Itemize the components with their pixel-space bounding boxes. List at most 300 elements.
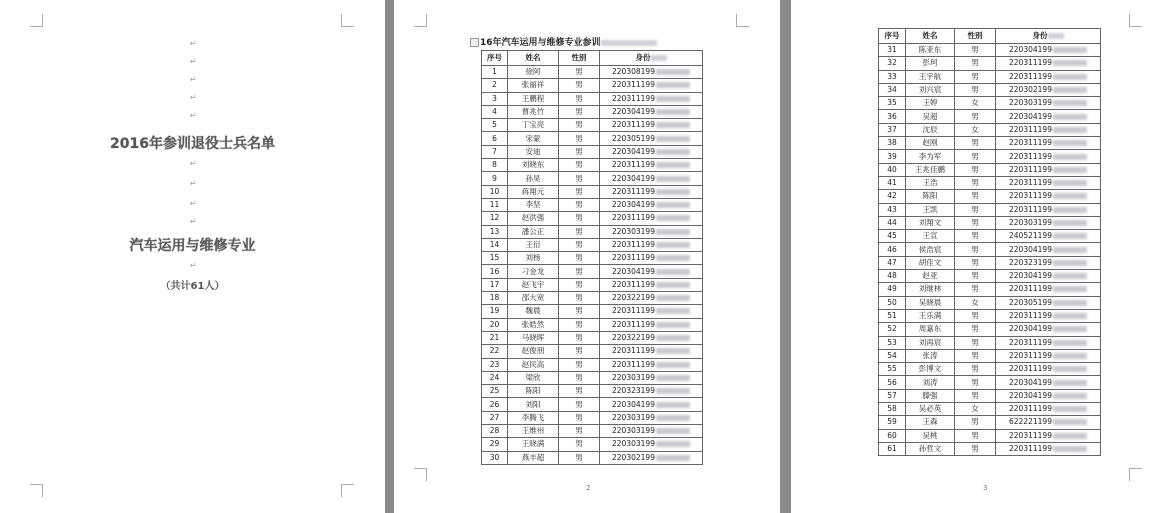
crop-mark [341, 484, 354, 497]
cell-id [996, 389, 1101, 402]
cell-gender: 男 [955, 216, 996, 229]
cell-id [600, 92, 703, 105]
cell-name: 王宇航 [906, 70, 955, 83]
cell-gender: 男 [955, 57, 996, 70]
header-gender: 性别 [559, 51, 600, 66]
table-row [482, 292, 703, 305]
redacted-text [1053, 60, 1087, 66]
cell-gender: 男 [955, 70, 996, 83]
cell-id [600, 318, 703, 331]
cell-no: 57 [879, 389, 906, 402]
redacted-text [656, 295, 690, 301]
table-row [879, 44, 1101, 57]
table-row [879, 256, 1101, 269]
cell-no: 51 [879, 309, 906, 322]
cover-count: （共计61人） [160, 281, 225, 292]
cell-gender: 男 [955, 416, 996, 429]
table-row [879, 163, 1101, 176]
cell-no: 44 [879, 216, 906, 229]
cell-id [600, 331, 703, 344]
cell-no: 16 [482, 265, 508, 278]
table-row [879, 97, 1101, 110]
cell-name: 张皓然 [508, 318, 559, 331]
table-row [482, 119, 703, 132]
cell-no: 55 [879, 363, 906, 376]
redacted-text [656, 282, 690, 288]
cell-gender: 男 [559, 252, 600, 265]
cell-name: 王维州 [508, 425, 559, 438]
cell-id-visible: 220323199 [612, 386, 655, 396]
redacted-text [656, 308, 690, 314]
cell-id [996, 416, 1101, 429]
cell-id [996, 190, 1101, 203]
redacted-text [1053, 300, 1087, 306]
cell-id-visible: 220311199 [1009, 404, 1052, 414]
redacted-text [1053, 233, 1087, 239]
cell-id-visible: 220308199 [612, 67, 655, 77]
cell-id [996, 429, 1101, 442]
cell-no: 34 [879, 83, 906, 96]
cell-no: 18 [482, 292, 508, 305]
redacted-text [656, 96, 690, 102]
redacted-text [656, 415, 690, 421]
cell-gender: 男 [559, 345, 600, 358]
cell-id-visible: 220304199 [1009, 111, 1052, 121]
cell-gender: 男 [559, 225, 600, 238]
cell-id [996, 363, 1101, 376]
cell-gender: 男 [955, 363, 996, 376]
redacted-text [1053, 127, 1087, 133]
table-row [482, 132, 703, 145]
cell-id-visible: 220304199 [1009, 390, 1052, 400]
cell-name: 刘涛 [906, 376, 955, 389]
cell-name: 张丽祥 [508, 79, 559, 92]
cell-gender: 男 [955, 323, 996, 336]
cell-id-visible: 240521199 [1009, 231, 1052, 241]
cell-id [996, 256, 1101, 269]
cell-name: 燕丰超 [508, 451, 559, 464]
cell-no: 22 [482, 345, 508, 358]
cell-id [996, 83, 1101, 96]
cell-id-visible: 220303199 [612, 226, 655, 236]
cell-name: 徐阿 [508, 66, 559, 79]
cell-id [996, 150, 1101, 163]
redacted-text [656, 348, 690, 354]
redacted-text [1053, 273, 1087, 279]
cell-id-visible: 220303199 [612, 439, 655, 449]
cell-id-visible: 220311199 [1009, 58, 1052, 68]
redacted-text [656, 402, 690, 408]
cell-no: 14 [482, 238, 508, 251]
cell-no: 26 [482, 398, 508, 411]
redacted-text [656, 441, 690, 447]
cell-gender: 男 [955, 150, 996, 163]
cell-name: 刘阳 [508, 398, 559, 411]
table-row [879, 110, 1101, 123]
redacted-text [1053, 114, 1087, 120]
redacted-text [1053, 419, 1087, 425]
redacted-text [656, 322, 690, 328]
cell-name: 赵洪强 [508, 212, 559, 225]
cell-gender: 男 [559, 438, 600, 451]
cell-id [600, 119, 703, 132]
cell-id-visible: 220304199 [612, 146, 655, 156]
table-row [482, 451, 703, 464]
table-row [482, 252, 703, 265]
cell-id-visible: 220311199 [1009, 178, 1052, 188]
header-no: 序号 [879, 29, 906, 44]
cell-id-visible: 220311199 [612, 346, 655, 356]
cell-name: 张涛 [906, 349, 955, 362]
cell-gender: 女 [955, 296, 996, 309]
cell-no: 60 [879, 429, 906, 442]
cell-name: 王晓满 [508, 438, 559, 451]
redacted-text [656, 215, 690, 221]
cell-gender: 男 [955, 243, 996, 256]
cell-id-visible: 220311199 [612, 240, 655, 249]
table-row [879, 416, 1101, 429]
redacted-text [1053, 140, 1087, 146]
cell-name: 马晓晖 [508, 331, 559, 344]
cell-gender: 男 [559, 305, 600, 318]
redacted-text [656, 136, 690, 142]
cell-name: 王婷 [906, 97, 955, 110]
paragraph-mark: ↵ [190, 179, 197, 188]
cell-id-visible: 220304199 [1009, 324, 1052, 334]
cell-no: 29 [482, 438, 508, 451]
redacted-text [1053, 393, 1087, 399]
cell-id [600, 411, 703, 424]
cell-name: 赵飞宇 [508, 278, 559, 291]
cell-no: 54 [879, 349, 906, 362]
cell-name: 宋蒙 [508, 132, 559, 145]
cover-major: 汽车运用与维修专业 [129, 238, 256, 254]
cell-gender: 男 [559, 119, 600, 132]
cell-name: 陈亚东 [906, 44, 955, 57]
cell-id [600, 145, 703, 158]
cell-id-visible: 220303199 [1009, 98, 1052, 108]
cell-id [996, 442, 1101, 455]
cell-no: 32 [879, 57, 906, 70]
cell-id [996, 163, 1101, 176]
cell-name: 彭博文 [906, 363, 955, 376]
header-gender: 性别 [955, 29, 996, 44]
cell-no: 48 [879, 270, 906, 283]
cell-id [600, 438, 703, 451]
cell-no: 36 [879, 110, 906, 123]
redacted-text [656, 69, 690, 75]
cell-id-visible: 220304199 [1009, 244, 1052, 254]
redacted-text [1053, 180, 1087, 186]
table-row [482, 212, 703, 225]
cell-gender: 男 [955, 256, 996, 269]
cell-gender: 男 [559, 358, 600, 371]
cell-name: 侯浩宸 [906, 243, 955, 256]
cell-id [600, 451, 703, 464]
cell-id-visible: 220311199 [1009, 71, 1052, 81]
cell-id-visible: 220311199 [1009, 138, 1052, 148]
redacted-text [656, 109, 690, 115]
paragraph-mark: ↵ [190, 261, 197, 270]
cell-no: 23 [482, 358, 508, 371]
cell-gender: 女 [955, 97, 996, 110]
redacted-text [1053, 313, 1087, 319]
cell-gender: 男 [559, 145, 600, 158]
cell-no: 38 [879, 137, 906, 150]
cell-name: 赵民高 [508, 358, 559, 371]
cell-gender: 男 [559, 318, 600, 331]
cell-name: 刁金龙 [508, 265, 559, 278]
cell-no: 50 [879, 296, 906, 309]
table-row [482, 425, 703, 438]
cell-id [996, 137, 1101, 150]
table-row [482, 358, 703, 371]
table-move-handle[interactable] [470, 38, 479, 47]
cell-id [996, 270, 1101, 283]
cell-name: 王浩 [906, 176, 955, 189]
cell-id [600, 185, 703, 198]
cell-gender: 男 [559, 105, 600, 118]
cell-no: 49 [879, 283, 906, 296]
cover-title: 2016年参训退役士兵名单 [110, 136, 275, 152]
crop-mark [736, 14, 749, 27]
cell-id-visible: 220311199 [612, 160, 655, 170]
table-row [482, 159, 703, 172]
cell-no: 53 [879, 336, 906, 349]
cell-id-visible: 220303199 [1009, 218, 1052, 227]
cell-id [600, 132, 703, 145]
cell-no: 37 [879, 123, 906, 136]
cell-name: 沈辰 [906, 123, 955, 136]
cell-id-visible: 220311199 [612, 213, 655, 223]
cell-no: 43 [879, 203, 906, 216]
cell-no: 27 [482, 411, 508, 424]
cell-no: 58 [879, 403, 906, 416]
cell-name: 胡佳文 [906, 256, 955, 269]
redacted-text [656, 388, 690, 394]
redacted-text [656, 242, 690, 248]
cell-name: 孙哲文 [906, 442, 955, 455]
cell-gender: 男 [559, 92, 600, 105]
table-row [482, 92, 703, 105]
cell-no: 15 [482, 252, 508, 265]
table-row [879, 323, 1101, 336]
cell-no: 19 [482, 305, 508, 318]
crop-mark [1129, 468, 1142, 481]
roster-page-3 [791, 0, 1167, 513]
table-header-row [482, 51, 703, 66]
cell-name: 吴桃 [906, 429, 955, 442]
cell-id-visible: 220311199 [1009, 337, 1052, 347]
table-row [879, 83, 1101, 96]
table-row [482, 371, 703, 384]
cell-name: 潘公正 [508, 225, 559, 238]
cell-id [996, 57, 1101, 70]
cell-no: 5 [482, 119, 508, 132]
cell-id-visible: 220311199 [1009, 151, 1052, 161]
cell-name: 刘翔文 [906, 216, 955, 229]
table-row [482, 345, 703, 358]
table-row [482, 198, 703, 211]
cell-id [600, 105, 703, 118]
redacted-text [656, 82, 690, 88]
cell-id-visible: 220304199 [612, 266, 655, 276]
table-row [482, 398, 703, 411]
redacted-text [656, 202, 690, 208]
table-row [482, 265, 703, 278]
cell-no: 56 [879, 376, 906, 389]
redacted-text [1053, 247, 1087, 253]
table-row [482, 331, 703, 344]
cell-id [600, 225, 703, 238]
table-row [879, 57, 1101, 70]
table-row [482, 145, 703, 158]
header-id-label: 身份 [1032, 31, 1048, 40]
cell-id [996, 283, 1101, 296]
cell-gender: 男 [955, 44, 996, 57]
cell-name: 安迪 [508, 145, 559, 158]
cell-id [600, 66, 703, 79]
cell-gender: 男 [955, 283, 996, 296]
cell-id [600, 238, 703, 251]
table-body [482, 66, 703, 465]
cell-gender: 男 [955, 336, 996, 349]
cell-no: 13 [482, 225, 508, 238]
cell-gender: 男 [955, 429, 996, 442]
cell-gender: 男 [955, 270, 996, 283]
header-no: 序号 [482, 51, 508, 66]
paragraph-mark: ↵ [190, 57, 197, 66]
table-row [482, 172, 703, 185]
cell-id-visible: 220304199 [612, 200, 655, 210]
cell-no: 40 [879, 163, 906, 176]
cell-gender: 男 [559, 398, 600, 411]
cell-gender: 男 [955, 83, 996, 96]
paragraph-mark: ↵ [190, 39, 197, 48]
cell-name: 李坚 [508, 198, 559, 211]
cell-no: 42 [879, 190, 906, 203]
cell-id [996, 70, 1101, 83]
cell-id-visible: 220322199 [612, 333, 655, 343]
cell-name: 赵亚 [906, 270, 955, 283]
cell-name: 梁欣 [508, 371, 559, 384]
cell-id [996, 309, 1101, 322]
cell-id-visible: 220311199 [612, 306, 655, 316]
cell-name: 陈阳 [508, 385, 559, 398]
crop-mark [30, 14, 43, 27]
cell-id-visible: 220311199 [612, 93, 655, 103]
cell-id [600, 345, 703, 358]
table-row [879, 363, 1101, 376]
cell-name: 蒋翔元 [508, 185, 559, 198]
cell-gender: 女 [955, 123, 996, 136]
cell-no: 7 [482, 145, 508, 158]
cell-gender: 男 [559, 278, 600, 291]
table-row [879, 150, 1101, 163]
table-row [482, 385, 703, 398]
paragraph-mark: ↵ [190, 93, 197, 102]
cell-id [600, 371, 703, 384]
cell-no: 3 [482, 92, 508, 105]
cell-gender: 男 [955, 442, 996, 455]
cell-gender: 男 [559, 159, 600, 172]
paragraph-mark: ↵ [190, 75, 197, 84]
cell-id [996, 403, 1101, 416]
cell-gender: 女 [955, 403, 996, 416]
redacted-text [656, 229, 690, 235]
cell-id-visible: 220311199 [612, 279, 655, 289]
cell-id-visible: 220311199 [1009, 164, 1052, 174]
table-body [879, 44, 1101, 456]
cell-id-visible: 220311199 [1009, 191, 1052, 201]
cell-id-visible: 220311199 [1009, 430, 1052, 440]
cell-name: 魏晨 [508, 305, 559, 318]
cell-no: 30 [482, 451, 508, 464]
cell-no: 35 [879, 97, 906, 110]
table-row [879, 283, 1101, 296]
cell-no: 4 [482, 105, 508, 118]
cell-gender: 男 [955, 190, 996, 203]
cell-no: 10 [482, 185, 508, 198]
redacted-text [656, 189, 690, 195]
redacted-text [656, 375, 690, 381]
cell-id-visible: 220304199 [1009, 377, 1052, 387]
cell-id-visible: 220304199 [612, 107, 655, 117]
cell-name: 刘继林 [906, 283, 955, 296]
cell-id [996, 176, 1101, 189]
cell-name: 刘兴宸 [906, 83, 955, 96]
cell-name: 刘杨 [508, 252, 559, 265]
cell-gender: 男 [559, 79, 600, 92]
roster-table [481, 50, 703, 465]
redacted-text [1053, 193, 1087, 199]
cell-no: 17 [482, 278, 508, 291]
redacted-text [1053, 260, 1087, 266]
table-row [879, 176, 1101, 189]
table-row [879, 336, 1101, 349]
redacted-text [656, 176, 690, 182]
cell-id-visible: 220311199 [612, 186, 655, 196]
paragraph-mark: ↵ [190, 159, 197, 168]
table-row [482, 318, 703, 331]
cell-no: 11 [482, 198, 508, 211]
cell-gender: 男 [559, 265, 600, 278]
cell-id [600, 305, 703, 318]
table-row [482, 79, 703, 92]
cell-gender: 男 [955, 349, 996, 362]
table-row [879, 270, 1101, 283]
table-row [879, 203, 1101, 216]
table-row [879, 230, 1101, 243]
cell-id-visible: 220311199 [612, 319, 655, 329]
cell-id-visible: 220311199 [1009, 364, 1052, 374]
crop-mark [414, 14, 427, 27]
header-id [996, 29, 1101, 44]
redacted-text [656, 269, 690, 275]
cell-name: 刘晓东 [508, 159, 559, 172]
cell-no: 12 [482, 212, 508, 225]
crop-mark [414, 468, 427, 481]
cell-no: 1 [482, 66, 508, 79]
cell-gender: 男 [955, 163, 996, 176]
cell-gender: 男 [559, 292, 600, 305]
cell-name: 王兆佳鹏 [906, 163, 955, 176]
cell-name: 丁宝亮 [508, 119, 559, 132]
cell-id-visible: 220303199 [612, 372, 655, 382]
cell-id-visible: 220302199 [612, 452, 655, 462]
redacted-text [1053, 446, 1087, 452]
cell-gender: 男 [955, 389, 996, 402]
